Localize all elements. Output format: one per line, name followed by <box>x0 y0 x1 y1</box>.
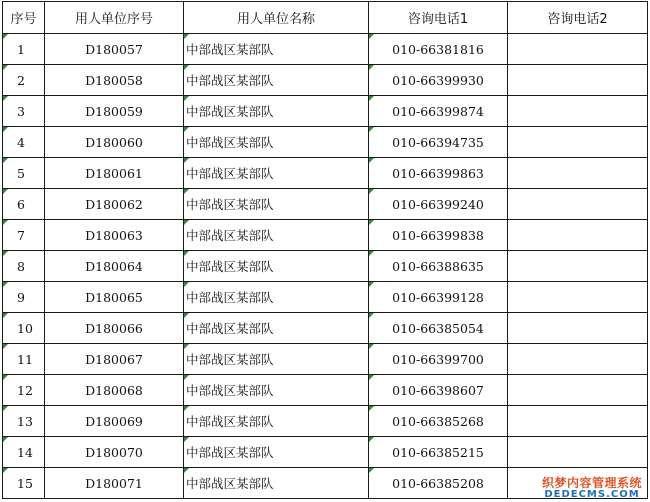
cell-phone-1-text: 010-66399930 <box>392 72 484 88</box>
cell-phone-1 <box>369 344 508 375</box>
cell-seq <box>3 96 45 127</box>
cell-seq-text: 13 <box>17 413 33 429</box>
cell-marker-icon <box>3 313 8 318</box>
cell-seq-text: 4 <box>17 134 25 150</box>
cell-employer-code <box>45 158 184 189</box>
cell-phone-1 <box>369 158 508 189</box>
watermark-line-1: 织梦内容管理系统 <box>541 475 642 490</box>
cell-phone-1 <box>369 220 508 251</box>
cell-employer-name-text: 中部战区某部队 <box>186 352 274 367</box>
table-row <box>3 437 648 468</box>
cell-employer-name <box>184 375 369 406</box>
cell-employer-name-text: 中部战区某部队 <box>186 166 274 181</box>
table-row <box>3 220 648 251</box>
cell-marker-icon <box>3 251 8 256</box>
cell-phone-2 <box>508 375 648 406</box>
cell-marker-icon <box>3 468 8 473</box>
watermark-line-2: DEDECMS.COM <box>544 488 640 500</box>
cell-marker-icon <box>3 406 8 411</box>
cell-marker-icon <box>369 282 374 287</box>
cell-phone-1 <box>369 313 508 344</box>
cell-seq <box>3 344 45 375</box>
cell-marker-icon <box>184 406 189 411</box>
cell-marker-icon <box>3 65 8 70</box>
header-phone-2: 咨询电话2 <box>508 2 648 34</box>
cell-seq <box>3 406 45 437</box>
cell-employer-code-text: D180067 <box>85 351 143 367</box>
cell-phone-1-text: 010-66385215 <box>392 444 484 460</box>
cell-employer-code <box>45 344 184 375</box>
header-employer-code: 用人单位序号 <box>45 2 184 34</box>
cell-phone-2 <box>508 189 648 220</box>
watermark-logo <box>536 477 648 500</box>
cell-seq-text: 14 <box>17 444 33 460</box>
cell-marker-icon <box>3 375 8 380</box>
cell-phone-1 <box>369 406 508 437</box>
cell-marker-icon <box>3 220 8 225</box>
cell-marker-icon <box>369 34 374 39</box>
cell-employer-name-text: 中部战区某部队 <box>186 445 274 460</box>
cell-employer-code <box>45 282 184 313</box>
cell-employer-code <box>45 65 184 96</box>
contact-table <box>2 1 648 499</box>
cell-seq-text: 9 <box>17 289 25 305</box>
cell-phone-1 <box>369 65 508 96</box>
table-row <box>3 251 648 282</box>
cell-seq <box>3 65 45 96</box>
cell-seq-text: 11 <box>17 351 33 367</box>
cell-phone-1 <box>369 468 508 499</box>
cell-marker-icon <box>369 344 374 349</box>
cell-employer-name-text: 中部战区某部队 <box>186 42 274 57</box>
table-row <box>3 375 648 406</box>
cell-phone-1 <box>369 127 508 158</box>
cell-seq-text: 6 <box>17 196 25 212</box>
cell-seq-text: 8 <box>17 258 25 274</box>
cell-phone-2 <box>508 313 648 344</box>
cell-marker-icon <box>3 34 8 39</box>
cell-seq <box>3 313 45 344</box>
cell-seq <box>3 437 45 468</box>
cell-seq <box>3 251 45 282</box>
cell-phone-1-text: 010-66385268 <box>392 413 484 429</box>
cell-employer-name <box>184 220 369 251</box>
cell-employer-name-text: 中部战区某部队 <box>186 259 274 274</box>
cell-phone-1-text: 010-66388635 <box>392 258 484 274</box>
cell-employer-code-text: D180070 <box>85 444 143 460</box>
table-row <box>3 34 648 65</box>
table-row <box>3 65 648 96</box>
cell-marker-icon <box>3 437 8 442</box>
table-row <box>3 189 648 220</box>
table-row <box>3 282 648 313</box>
cell-employer-code-text: D180064 <box>85 258 143 274</box>
cell-employer-code <box>45 189 184 220</box>
cell-employer-code <box>45 251 184 282</box>
cell-phone-1 <box>369 96 508 127</box>
cell-seq-text: 12 <box>17 382 33 398</box>
cell-employer-name-text: 中部战区某部队 <box>186 383 274 398</box>
cell-employer-name <box>184 34 369 65</box>
cell-phone-1 <box>369 437 508 468</box>
cell-phone-1-text: 010-66381816 <box>392 41 484 57</box>
cell-marker-icon <box>184 189 189 194</box>
cell-employer-name-text: 中部战区某部队 <box>186 228 274 243</box>
cell-marker-icon <box>369 251 374 256</box>
cell-phone-1-text: 010-66398607 <box>392 382 484 398</box>
cell-marker-icon <box>184 251 189 256</box>
cell-seq-text: 7 <box>17 227 25 243</box>
cell-employer-name <box>184 437 369 468</box>
cell-employer-code-text: D180066 <box>85 320 143 336</box>
cell-employer-name-text: 中部战区某部队 <box>186 197 274 212</box>
cell-phone-1-text: 010-66399700 <box>392 351 484 367</box>
cell-employer-code-text: D180060 <box>85 134 143 150</box>
header-employer-name: 用人单位名称 <box>184 2 369 34</box>
cell-seq <box>3 34 45 65</box>
cell-phone-1 <box>369 34 508 65</box>
cell-marker-icon <box>369 437 374 442</box>
table-row <box>3 158 648 189</box>
cell-phone-1-text: 010-66385208 <box>392 475 484 491</box>
cell-seq <box>3 375 45 406</box>
cell-marker-icon <box>369 158 374 163</box>
cell-marker-icon <box>369 375 374 380</box>
table-row <box>3 127 648 158</box>
cell-phone-1-text: 010-66385054 <box>392 320 484 336</box>
cell-seq-text: 2 <box>17 72 25 88</box>
cell-marker-icon <box>369 406 374 411</box>
cell-marker-icon <box>184 65 189 70</box>
cell-seq <box>3 282 45 313</box>
cell-seq-text: 15 <box>17 475 33 491</box>
cell-phone-2 <box>508 127 648 158</box>
cell-seq-text: 5 <box>17 165 25 181</box>
cell-employer-code-text: D180065 <box>85 289 143 305</box>
cell-seq <box>3 189 45 220</box>
cell-marker-icon <box>369 127 374 132</box>
cell-employer-name-text: 中部战区某部队 <box>186 135 274 150</box>
cell-phone-1-text: 010-66399863 <box>392 165 484 181</box>
cell-marker-icon <box>3 282 8 287</box>
cell-marker-icon <box>369 65 374 70</box>
cell-employer-name-text: 中部战区某部队 <box>186 414 274 429</box>
cell-marker-icon <box>3 189 8 194</box>
cell-marker-icon <box>184 127 189 132</box>
cell-employer-code-text: D180063 <box>85 227 143 243</box>
cell-employer-name-text: 中部战区某部队 <box>186 73 274 88</box>
cell-phone-2 <box>508 96 648 127</box>
cell-employer-code <box>45 375 184 406</box>
table-row <box>3 313 648 344</box>
cell-phone-1-text: 010-66399128 <box>392 289 484 305</box>
cell-phone-2 <box>508 406 648 437</box>
table-row <box>3 406 648 437</box>
cell-employer-name <box>184 344 369 375</box>
cell-employer-name <box>184 313 369 344</box>
cell-phone-2 <box>508 34 648 65</box>
cell-employer-code <box>45 468 184 499</box>
cell-employer-code-text: D180069 <box>85 413 143 429</box>
cell-phone-1 <box>369 375 508 406</box>
cell-marker-icon <box>3 344 8 349</box>
cell-seq <box>3 127 45 158</box>
cell-employer-name-text: 中部战区某部队 <box>186 476 274 491</box>
cell-phone-2 <box>508 344 648 375</box>
cell-employer-code <box>45 96 184 127</box>
cell-phone-2 <box>508 437 648 468</box>
cell-marker-icon <box>184 220 189 225</box>
cell-employer-name <box>184 127 369 158</box>
cell-seq <box>3 158 45 189</box>
header-seq: 序号 <box>3 2 45 34</box>
cell-marker-icon <box>184 158 189 163</box>
header-row <box>3 2 648 34</box>
cell-employer-name <box>184 282 369 313</box>
cell-phone-2 <box>508 158 648 189</box>
header-phone-1: 咨询电话1 <box>369 2 508 34</box>
cell-phone-2 <box>508 220 648 251</box>
cell-employer-code-text: D180057 <box>85 41 143 57</box>
cell-phone-1-text: 010-66399838 <box>392 227 484 243</box>
cell-marker-icon <box>184 282 189 287</box>
cell-marker-icon <box>184 96 189 101</box>
cell-phone-1 <box>369 189 508 220</box>
cell-employer-code-text: D180059 <box>85 103 143 119</box>
cell-seq <box>3 220 45 251</box>
cell-phone-2 <box>508 251 648 282</box>
cell-marker-icon <box>369 313 374 318</box>
cell-phone-1-text: 010-66399240 <box>392 196 484 212</box>
cell-employer-name <box>184 189 369 220</box>
cell-seq-text: 3 <box>17 103 25 119</box>
cell-employer-code <box>45 406 184 437</box>
cell-employer-code-text: D180058 <box>85 72 143 88</box>
cell-employer-code-text: D180062 <box>85 196 143 212</box>
cell-marker-icon <box>184 344 189 349</box>
cell-marker-icon <box>184 468 189 473</box>
cell-phone-1 <box>369 251 508 282</box>
cell-marker-icon <box>369 96 374 101</box>
cell-phone-1-text: 010-66394735 <box>392 134 484 150</box>
cell-employer-name <box>184 251 369 282</box>
cell-employer-code-text: D180061 <box>85 165 143 181</box>
cell-marker-icon <box>369 189 374 194</box>
cell-phone-2 <box>508 65 648 96</box>
cell-marker-icon <box>3 158 8 163</box>
cell-employer-name <box>184 96 369 127</box>
cell-marker-icon <box>184 375 189 380</box>
cell-employer-code <box>45 437 184 468</box>
cell-marker-icon <box>369 220 374 225</box>
cell-employer-name <box>184 158 369 189</box>
table-row <box>3 344 648 375</box>
cell-employer-code-text: D180071 <box>85 475 143 491</box>
cell-marker-icon <box>184 313 189 318</box>
cell-employer-name-text: 中部战区某部队 <box>186 290 274 305</box>
cell-phone-2 <box>508 282 648 313</box>
cell-marker-icon <box>3 96 8 101</box>
cell-phone-1-text: 010-66399874 <box>392 103 484 119</box>
cell-employer-name <box>184 468 369 499</box>
cell-employer-name <box>184 406 369 437</box>
table-body <box>3 34 648 499</box>
cell-employer-name <box>184 65 369 96</box>
cell-employer-code <box>45 313 184 344</box>
cell-employer-code <box>45 34 184 65</box>
cell-employer-name-text: 中部战区某部队 <box>186 321 274 336</box>
cell-seq <box>3 468 45 499</box>
cell-employer-code-text: D180068 <box>85 382 143 398</box>
cell-employer-code <box>45 127 184 158</box>
table-row <box>3 96 648 127</box>
cell-phone-1 <box>369 282 508 313</box>
cell-marker-icon <box>3 127 8 132</box>
cell-seq-text: 10 <box>17 320 33 336</box>
cell-employer-code <box>45 220 184 251</box>
cell-seq-text: 1 <box>17 41 25 57</box>
cell-marker-icon <box>184 34 189 39</box>
cell-employer-name-text: 中部战区某部队 <box>186 104 274 119</box>
cell-marker-icon <box>369 468 374 473</box>
cell-marker-icon <box>184 437 189 442</box>
